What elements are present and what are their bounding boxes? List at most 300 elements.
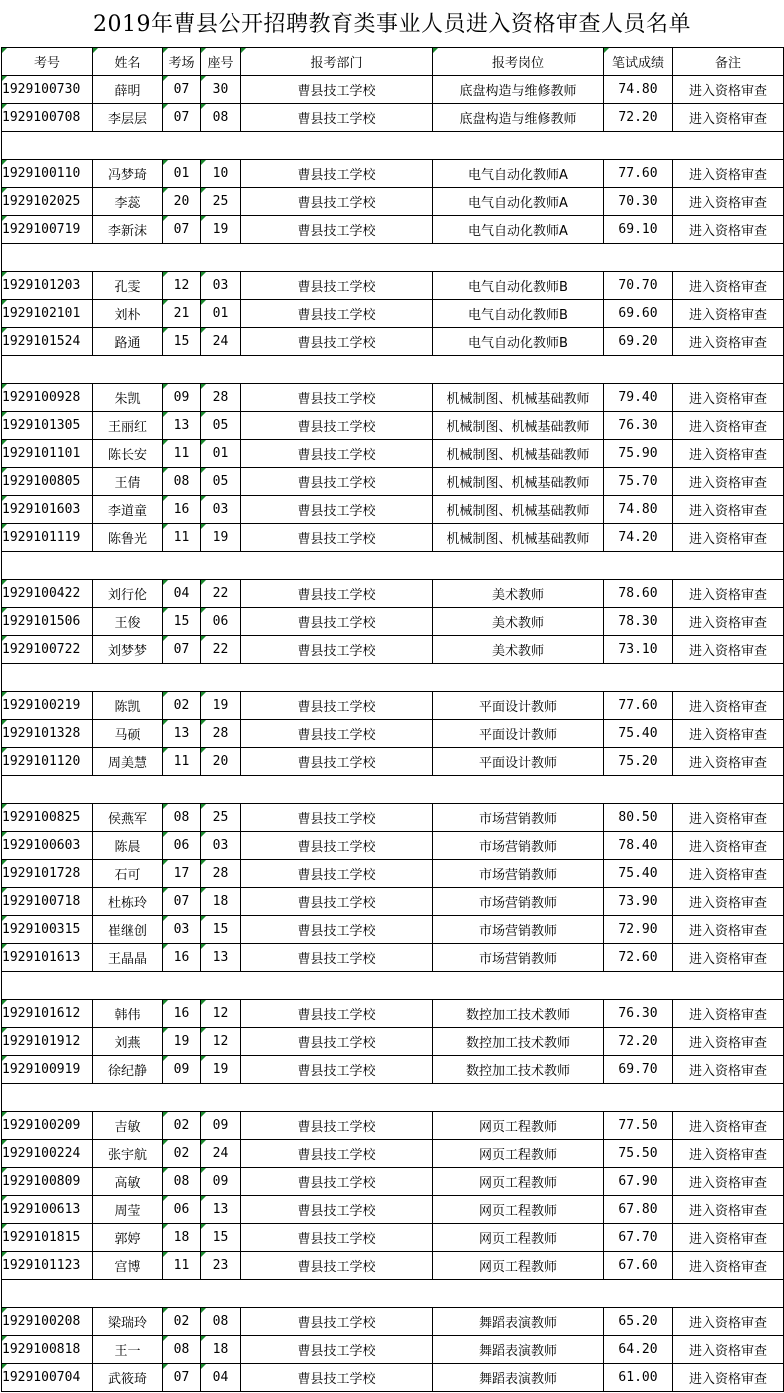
spacer-cell	[2, 776, 784, 804]
table-row	[2, 1224, 784, 1252]
cell-post: 机械制图、机械基础教师	[433, 440, 604, 468]
cell-score: 75.70	[604, 468, 673, 496]
cell-id: 1929100422	[2, 580, 93, 608]
cell-dept: 曹县技工学校	[241, 1252, 433, 1280]
cell-room: 11	[163, 748, 201, 776]
cell-room: 20	[163, 188, 201, 216]
cell-score: 75.40	[604, 860, 673, 888]
cell-id: 1929101728	[2, 860, 93, 888]
table-row	[2, 1336, 784, 1364]
cell-note: 进入资格审查	[673, 860, 784, 888]
cell-dept: 曹县技工学校	[241, 692, 433, 720]
cell-id: 1929101120	[2, 748, 93, 776]
cell-dept: 曹县技工学校	[241, 860, 433, 888]
cell-room: 16	[163, 496, 201, 524]
cell-post: 平面设计教师	[433, 692, 604, 720]
cell-post: 数控加工技术教师	[433, 1056, 604, 1084]
cell-id: 1929101328	[2, 720, 93, 748]
cell-score: 67.80	[604, 1196, 673, 1224]
cell-seat: 24	[201, 328, 241, 356]
cell-note: 进入资格审查	[673, 916, 784, 944]
cell-name: 李蕊	[93, 188, 163, 216]
cell-id: 1929102025	[2, 188, 93, 216]
cell-note: 进入资格审查	[673, 1056, 784, 1084]
spacer-cell	[2, 356, 784, 384]
table-row	[2, 1364, 784, 1392]
cell-note: 进入资格审查	[673, 160, 784, 188]
cell-note: 进入资格审查	[673, 804, 784, 832]
table-row	[2, 1000, 784, 1028]
cell-room: 07	[163, 636, 201, 664]
table-row	[2, 720, 784, 748]
cell-score: 72.20	[604, 1028, 673, 1056]
table-row	[2, 1308, 784, 1336]
cell-post: 底盘构造与维修教师	[433, 104, 604, 132]
cell-id: 1929100315	[2, 916, 93, 944]
table-row	[2, 748, 784, 776]
header-note: 备注	[673, 48, 784, 76]
table-row	[2, 412, 784, 440]
cell-seat: 12	[201, 1028, 241, 1056]
cell-note: 进入资格审查	[673, 608, 784, 636]
table-row	[2, 608, 784, 636]
cell-post: 舞蹈表演教师	[433, 1308, 604, 1336]
cell-id: 1929100805	[2, 468, 93, 496]
cell-seat: 28	[201, 384, 241, 412]
table-row	[2, 804, 784, 832]
cell-seat: 15	[201, 1224, 241, 1252]
cell-name: 孔雯	[93, 272, 163, 300]
cell-post: 市场营销教师	[433, 888, 604, 916]
cell-score: 78.60	[604, 580, 673, 608]
cell-note: 进入资格审查	[673, 272, 784, 300]
cell-dept: 曹县技工学校	[241, 804, 433, 832]
cell-dept: 曹县技工学校	[241, 76, 433, 104]
cell-score: 70.70	[604, 272, 673, 300]
cell-id: 1929100809	[2, 1168, 93, 1196]
cell-id: 1929100919	[2, 1056, 93, 1084]
cell-post: 市场营销教师	[433, 860, 604, 888]
table-row	[2, 832, 784, 860]
table-row	[2, 580, 784, 608]
cell-note: 进入资格审查	[673, 888, 784, 916]
table-row	[2, 944, 784, 972]
cell-name: 梁瑞玲	[93, 1308, 163, 1336]
cell-room: 21	[163, 300, 201, 328]
cell-room: 16	[163, 944, 201, 972]
table-row	[2, 272, 784, 300]
cell-id: 1929102101	[2, 300, 93, 328]
cell-seat: 08	[201, 1308, 241, 1336]
cell-room: 03	[163, 916, 201, 944]
cell-dept: 曹县技工学校	[241, 160, 433, 188]
header-room: 考场	[163, 48, 201, 76]
table-row	[2, 216, 784, 244]
cell-name: 韩伟	[93, 1000, 163, 1028]
cell-score: 74.20	[604, 524, 673, 552]
cell-dept: 曹县技工学校	[241, 1364, 433, 1392]
cell-dept: 曹县技工学校	[241, 412, 433, 440]
cell-id: 1929100928	[2, 384, 93, 412]
table-row	[2, 1140, 784, 1168]
cell-seat: 18	[201, 1336, 241, 1364]
cell-dept: 曹县技工学校	[241, 1140, 433, 1168]
cell-dept: 曹县技工学校	[241, 496, 433, 524]
cell-dept: 曹县技工学校	[241, 1056, 433, 1084]
spacer-cell	[2, 1280, 784, 1308]
cell-room: 18	[163, 1224, 201, 1252]
cell-seat: 03	[201, 496, 241, 524]
cell-note: 进入资格审查	[673, 440, 784, 468]
cell-post: 机械制图、机械基础教师	[433, 384, 604, 412]
cell-id: 1929100818	[2, 1336, 93, 1364]
cell-score: 65.20	[604, 1308, 673, 1336]
cell-name: 王丽红	[93, 412, 163, 440]
cell-score: 76.30	[604, 1000, 673, 1028]
cell-name: 周美慧	[93, 748, 163, 776]
cell-post: 机械制图、机械基础教师	[433, 496, 604, 524]
cell-post: 舞蹈表演教师	[433, 1336, 604, 1364]
cell-seat: 01	[201, 440, 241, 468]
cell-room: 02	[163, 1308, 201, 1336]
cell-score: 72.60	[604, 944, 673, 972]
cell-note: 进入资格审查	[673, 1168, 784, 1196]
cell-id: 1929101119	[2, 524, 93, 552]
cell-id: 1929100718	[2, 888, 93, 916]
cell-seat: 18	[201, 888, 241, 916]
header-name: 姓名	[93, 48, 163, 76]
cell-note: 进入资格审查	[673, 1028, 784, 1056]
cell-room: 11	[163, 524, 201, 552]
cell-id: 1929100208	[2, 1308, 93, 1336]
cell-seat: 03	[201, 272, 241, 300]
cell-dept: 曹县技工学校	[241, 384, 433, 412]
cell-note: 进入资格审查	[673, 328, 784, 356]
group-spacer-row	[2, 1280, 784, 1308]
cell-post: 美术教师	[433, 580, 604, 608]
table-row	[2, 440, 784, 468]
cell-room: 01	[163, 160, 201, 188]
table-row	[2, 384, 784, 412]
cell-post: 网页工程教师	[433, 1252, 604, 1280]
table-row	[2, 300, 784, 328]
table-row	[2, 860, 784, 888]
cell-dept: 曹县技工学校	[241, 608, 433, 636]
cell-seat: 09	[201, 1168, 241, 1196]
cell-room: 19	[163, 1028, 201, 1056]
cell-post: 数控加工技术教师	[433, 1028, 604, 1056]
cell-id: 1929100719	[2, 216, 93, 244]
table-row	[2, 1168, 784, 1196]
cell-dept: 曹县技工学校	[241, 1196, 433, 1224]
cell-note: 进入资格审查	[673, 1140, 784, 1168]
cell-name: 李新沫	[93, 216, 163, 244]
table-body	[2, 76, 784, 1392]
cell-name: 宫博	[93, 1252, 163, 1280]
spacer-cell	[2, 1084, 784, 1112]
cell-name: 王一	[93, 1336, 163, 1364]
header-id: 考号	[2, 48, 93, 76]
cell-post: 美术教师	[433, 608, 604, 636]
cell-name: 吉敏	[93, 1112, 163, 1140]
cell-post: 电气自动化教师A	[433, 160, 604, 188]
cell-seat: 25	[201, 804, 241, 832]
cell-post: 电气自动化教师B	[433, 328, 604, 356]
table-row	[2, 188, 784, 216]
spacer-cell	[2, 664, 784, 692]
cell-note: 进入资格审查	[673, 300, 784, 328]
cell-dept: 曹县技工学校	[241, 468, 433, 496]
cell-seat: 20	[201, 748, 241, 776]
table-row	[2, 1056, 784, 1084]
cell-note: 进入资格审查	[673, 636, 784, 664]
cell-id: 1929101101	[2, 440, 93, 468]
cell-dept: 曹县技工学校	[241, 440, 433, 468]
cell-name: 马硕	[93, 720, 163, 748]
cell-id: 1929100825	[2, 804, 93, 832]
cell-room: 02	[163, 692, 201, 720]
cell-name: 郭婷	[93, 1224, 163, 1252]
cell-score: 75.90	[604, 440, 673, 468]
table-row	[2, 888, 784, 916]
cell-score: 79.40	[604, 384, 673, 412]
cell-name: 刘行伦	[93, 580, 163, 608]
cell-post: 平面设计教师	[433, 720, 604, 748]
cell-note: 进入资格审查	[673, 1112, 784, 1140]
cell-post: 机械制图、机械基础教师	[433, 468, 604, 496]
cell-room: 08	[163, 1336, 201, 1364]
table-row	[2, 328, 784, 356]
cell-room: 13	[163, 412, 201, 440]
cell-seat: 19	[201, 1056, 241, 1084]
cell-note: 进入资格审查	[673, 1252, 784, 1280]
cell-id: 1929101524	[2, 328, 93, 356]
cell-room: 08	[163, 468, 201, 496]
cell-name: 周莹	[93, 1196, 163, 1224]
cell-room: 02	[163, 1112, 201, 1140]
cell-seat: 05	[201, 412, 241, 440]
group-spacer-row	[2, 1084, 784, 1112]
cell-room: 15	[163, 608, 201, 636]
cell-dept: 曹县技工学校	[241, 888, 433, 916]
cell-score: 78.40	[604, 832, 673, 860]
cell-score: 67.90	[604, 1168, 673, 1196]
cell-note: 进入资格审查	[673, 580, 784, 608]
cell-room: 11	[163, 1252, 201, 1280]
cell-id: 1929100708	[2, 104, 93, 132]
cell-dept: 曹县技工学校	[241, 916, 433, 944]
cell-seat: 01	[201, 300, 241, 328]
cell-note: 进入资格审查	[673, 944, 784, 972]
cell-score: 69.60	[604, 300, 673, 328]
cell-id: 1929101612	[2, 1000, 93, 1028]
cell-score: 69.10	[604, 216, 673, 244]
cell-name: 武筱琦	[93, 1364, 163, 1392]
cell-score: 67.60	[604, 1252, 673, 1280]
cell-room: 07	[163, 104, 201, 132]
cell-seat: 24	[201, 1140, 241, 1168]
cell-dept: 曹县技工学校	[241, 748, 433, 776]
cell-score: 67.70	[604, 1224, 673, 1252]
table-row	[2, 1252, 784, 1280]
cell-room: 07	[163, 888, 201, 916]
cell-room: 17	[163, 860, 201, 888]
table-row	[2, 160, 784, 188]
cell-post: 网页工程教师	[433, 1140, 604, 1168]
cell-post: 平面设计教师	[433, 748, 604, 776]
spacer-cell	[2, 552, 784, 580]
cell-name: 石可	[93, 860, 163, 888]
header-seat: 座号	[201, 48, 241, 76]
document-title: 2019年曹县公开招聘教育类事业人员进入资格审查人员名单	[93, 12, 691, 37]
cell-id: 1929100110	[2, 160, 93, 188]
cell-post: 网页工程教师	[433, 1112, 604, 1140]
cell-seat: 25	[201, 188, 241, 216]
cell-room: 04	[163, 580, 201, 608]
group-spacer-row	[2, 972, 784, 1000]
cell-note: 进入资格审查	[673, 692, 784, 720]
cell-id: 1929100209	[2, 1112, 93, 1140]
cell-score: 73.90	[604, 888, 673, 916]
cell-seat: 22	[201, 636, 241, 664]
cell-name: 杜栋玲	[93, 888, 163, 916]
cell-name: 侯燕军	[93, 804, 163, 832]
cell-seat: 19	[201, 524, 241, 552]
cell-score: 74.80	[604, 496, 673, 524]
cell-post: 网页工程教师	[433, 1224, 604, 1252]
cell-seat: 23	[201, 1252, 241, 1280]
cell-dept: 曹县技工学校	[241, 328, 433, 356]
cell-id: 1929100722	[2, 636, 93, 664]
cell-id: 1929101123	[2, 1252, 93, 1280]
cell-note: 进入资格审查	[673, 720, 784, 748]
cell-id: 1929100219	[2, 692, 93, 720]
cell-post: 机械制图、机械基础教师	[433, 412, 604, 440]
cell-post: 机械制图、机械基础教师	[433, 524, 604, 552]
cell-room: 07	[163, 216, 201, 244]
cell-note: 进入资格审查	[673, 104, 784, 132]
cell-dept: 曹县技工学校	[241, 1112, 433, 1140]
cell-id: 1929101203	[2, 272, 93, 300]
cell-post: 数控加工技术教师	[433, 1000, 604, 1028]
cell-dept: 曹县技工学校	[241, 580, 433, 608]
cell-dept: 曹县技工学校	[241, 1336, 433, 1364]
cell-score: 76.30	[604, 412, 673, 440]
header-post: 报考岗位	[433, 48, 604, 76]
cell-score: 64.20	[604, 1336, 673, 1364]
cell-note: 进入资格审查	[673, 524, 784, 552]
cell-name: 李层层	[93, 104, 163, 132]
cell-seat: 19	[201, 216, 241, 244]
table-row	[2, 1028, 784, 1056]
cell-score: 77.60	[604, 692, 673, 720]
cell-name: 朱凯	[93, 384, 163, 412]
cell-name: 张宇航	[93, 1140, 163, 1168]
cell-id: 1929100224	[2, 1140, 93, 1168]
cell-room: 16	[163, 1000, 201, 1028]
cell-note: 进入资格审查	[673, 1224, 784, 1252]
cell-post: 电气自动化教师A	[433, 188, 604, 216]
cell-score: 75.20	[604, 748, 673, 776]
cell-post: 市场营销教师	[433, 804, 604, 832]
cell-score: 77.50	[604, 1112, 673, 1140]
cell-score: 74.80	[604, 76, 673, 104]
cell-name: 陈晨	[93, 832, 163, 860]
cell-id: 1929100704	[2, 1364, 93, 1392]
table-row	[2, 104, 784, 132]
group-spacer-row	[2, 776, 784, 804]
cell-seat: 04	[201, 1364, 241, 1392]
cell-id: 1929101815	[2, 1224, 93, 1252]
cell-note: 进入资格审查	[673, 1196, 784, 1224]
cell-score: 75.40	[604, 720, 673, 748]
cell-score: 77.60	[604, 160, 673, 188]
cell-seat: 09	[201, 1112, 241, 1140]
cell-name: 陈鲁光	[93, 524, 163, 552]
cell-dept: 曹县技工学校	[241, 1168, 433, 1196]
cell-dept: 曹县技工学校	[241, 216, 433, 244]
cell-seat: 28	[201, 720, 241, 748]
cell-score: 72.20	[604, 104, 673, 132]
cell-name: 王倩	[93, 468, 163, 496]
cell-name: 高敏	[93, 1168, 163, 1196]
table-row	[2, 496, 784, 524]
candidate-table	[1, 47, 784, 1392]
cell-note: 进入资格审查	[673, 76, 784, 104]
cell-post: 电气自动化教师B	[433, 272, 604, 300]
cell-post: 市场营销教师	[433, 916, 604, 944]
cell-note: 进入资格审查	[673, 832, 784, 860]
cell-room: 07	[163, 1364, 201, 1392]
cell-dept: 曹县技工学校	[241, 832, 433, 860]
table-row	[2, 1196, 784, 1224]
group-spacer-row	[2, 132, 784, 160]
cell-name: 王俊	[93, 608, 163, 636]
cell-note: 进入资格审查	[673, 384, 784, 412]
cell-dept: 曹县技工学校	[241, 1308, 433, 1336]
cell-id: 1929101305	[2, 412, 93, 440]
cell-id: 1929100603	[2, 832, 93, 860]
spacer-cell	[2, 972, 784, 1000]
cell-seat: 03	[201, 832, 241, 860]
group-spacer-row	[2, 244, 784, 272]
cell-note: 进入资格审查	[673, 468, 784, 496]
cell-room: 02	[163, 1140, 201, 1168]
cell-note: 进入资格审查	[673, 748, 784, 776]
cell-name: 刘燕	[93, 1028, 163, 1056]
cell-id: 1929101603	[2, 496, 93, 524]
cell-dept: 曹县技工学校	[241, 1224, 433, 1252]
cell-room: 09	[163, 1056, 201, 1084]
cell-name: 路通	[93, 328, 163, 356]
cell-id: 1929100730	[2, 76, 93, 104]
cell-dept: 曹县技工学校	[241, 524, 433, 552]
cell-name: 崔继创	[93, 916, 163, 944]
cell-room: 11	[163, 440, 201, 468]
cell-note: 进入资格审查	[673, 216, 784, 244]
cell-seat: 13	[201, 1196, 241, 1224]
cell-post: 电气自动化教师B	[433, 300, 604, 328]
cell-note: 进入资格审查	[673, 496, 784, 524]
cell-score: 78.30	[604, 608, 673, 636]
cell-post: 美术教师	[433, 636, 604, 664]
cell-post: 底盘构造与维修教师	[433, 76, 604, 104]
cell-id: 1929101912	[2, 1028, 93, 1056]
cell-score: 69.70	[604, 1056, 673, 1084]
table-row	[2, 916, 784, 944]
cell-room: 13	[163, 720, 201, 748]
cell-room: 08	[163, 1168, 201, 1196]
